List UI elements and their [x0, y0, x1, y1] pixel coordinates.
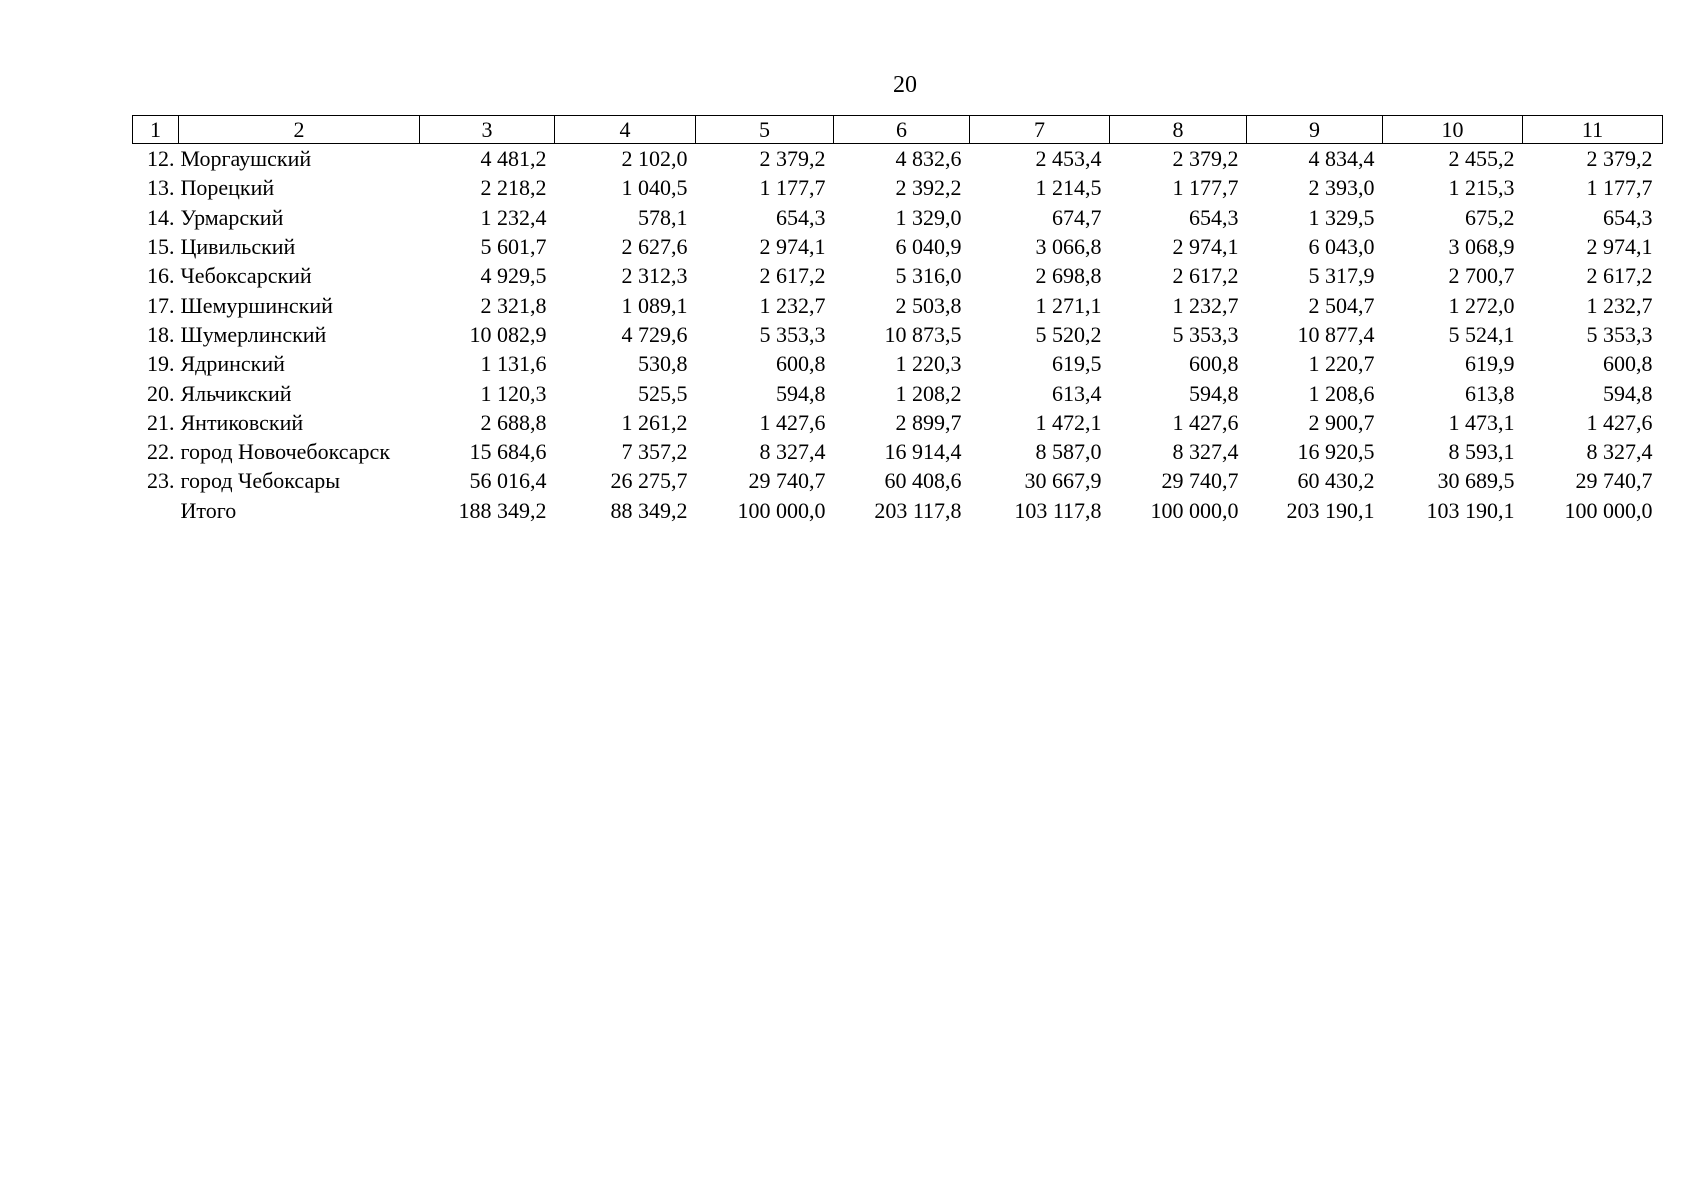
row-number: 22. [147, 439, 175, 465]
row-number: 17. [147, 292, 175, 318]
value-cell: 1 214,5 [1035, 175, 1102, 201]
table-row [133, 378, 1663, 407]
district-name: город Чебоксары [180, 468, 341, 494]
value-cell: 1 215,3 [1448, 175, 1515, 201]
table-body [133, 144, 1663, 525]
value-cell: 1 427,6 [759, 409, 826, 435]
table-row [133, 496, 1663, 525]
value-cell: 1 232,7 [1172, 292, 1239, 318]
value-cell: 530,8 [638, 351, 688, 377]
column-header: 10 [1383, 116, 1523, 144]
value-cell: 619,9 [1465, 351, 1515, 377]
value-cell: 2 504,7 [1308, 292, 1375, 318]
value-cell: 1 220,7 [1308, 351, 1375, 377]
row-number: 13. [147, 175, 175, 201]
column-header: 3 [420, 116, 555, 144]
table-row [133, 466, 1663, 495]
value-cell: 1 220,3 [895, 351, 962, 377]
value-cell: 2 700,7 [1448, 263, 1515, 289]
header-row [133, 116, 1663, 144]
value-cell: 10 873,5 [884, 321, 962, 347]
table-row [133, 144, 1663, 174]
value-cell: 2 617,2 [1172, 263, 1239, 289]
value-cell: 8 587,0 [1035, 439, 1102, 465]
value-cell: 60 408,6 [884, 468, 962, 494]
row-number: 19. [147, 351, 175, 377]
table-row [133, 203, 1663, 232]
table-row [133, 290, 1663, 319]
row-number [133, 496, 179, 525]
district-name: Порецкий [180, 175, 275, 201]
value-cell: 2 392,2 [895, 175, 962, 201]
column-header: 7 [970, 116, 1110, 144]
district-name: Цивильский [180, 234, 296, 260]
value-cell: 2 617,2 [1586, 263, 1653, 289]
row-number: 15. [147, 234, 175, 260]
value-cell: 2 503,8 [895, 292, 962, 318]
value-cell: 5 353,3 [1586, 321, 1653, 347]
value-cell: 30 689,5 [1437, 468, 1515, 494]
value-cell: 2 698,8 [1035, 263, 1102, 289]
row-number: 20. [147, 380, 175, 406]
value-cell: 2 899,7 [895, 409, 962, 435]
column-header: 8 [1110, 116, 1247, 144]
value-cell: 4 481,2 [480, 146, 547, 172]
value-cell: 619,5 [1052, 351, 1102, 377]
value-cell: 4 834,4 [1308, 146, 1375, 172]
value-cell: 675,2 [1465, 204, 1515, 230]
value-cell: 29 740,7 [1575, 468, 1653, 494]
column-header: 9 [1247, 116, 1383, 144]
value-cell: 1 040,5 [621, 175, 688, 201]
value-cell: 525,5 [638, 380, 688, 406]
value-cell: 594,8 [1189, 380, 1239, 406]
value-cell: 1 272,0 [1448, 292, 1515, 318]
value-cell: 2 379,2 [1172, 146, 1239, 172]
value-cell: 5 353,3 [1172, 321, 1239, 347]
district-name: Урмарский [180, 204, 284, 230]
value-cell: 600,8 [1189, 351, 1239, 377]
value-cell: 600,8 [1603, 351, 1653, 377]
value-cell: 8 327,4 [1586, 439, 1653, 465]
value-cell: 203 190,1 [1286, 497, 1375, 523]
value-cell: 5 317,9 [1308, 263, 1375, 289]
value-cell: 4 929,5 [480, 263, 547, 289]
value-cell: 2 974,1 [759, 234, 826, 260]
row-number: 23. [147, 468, 175, 494]
page-number: 20 [893, 72, 917, 98]
value-cell: 100 000,0 [1564, 497, 1653, 523]
value-cell: 3 068,9 [1448, 234, 1515, 260]
value-cell: 1 177,7 [759, 175, 826, 201]
value-cell: 188 349,2 [458, 497, 547, 523]
column-header: 6 [834, 116, 970, 144]
table-row [133, 349, 1663, 378]
value-cell: 10 082,9 [469, 321, 547, 347]
value-cell: 29 740,7 [1161, 468, 1239, 494]
value-cell: 2 974,1 [1586, 234, 1653, 260]
value-cell: 88 349,2 [610, 497, 688, 523]
value-cell: 100 000,0 [737, 497, 826, 523]
table-row [133, 261, 1663, 290]
value-cell: 594,8 [776, 380, 826, 406]
value-cell: 1 232,7 [759, 292, 826, 318]
value-cell: 2 321,8 [480, 292, 547, 318]
district-name: Шемуршинский [180, 292, 333, 318]
value-cell: 6 043,0 [1308, 234, 1375, 260]
table-row [133, 320, 1663, 349]
value-cell: 2 455,2 [1448, 146, 1515, 172]
value-cell: 1 473,1 [1448, 409, 1515, 435]
value-cell: 30 667,9 [1024, 468, 1102, 494]
district-name: Моргаушский [180, 146, 312, 172]
value-cell: 5 524,1 [1448, 321, 1515, 347]
value-cell: 1 271,1 [1035, 292, 1102, 318]
value-cell: 5 316,0 [895, 263, 962, 289]
value-cell: 203 117,8 [874, 497, 962, 523]
value-cell: 654,3 [776, 204, 826, 230]
district-name: Чебоксарский [180, 263, 312, 289]
column-header: 11 [1523, 116, 1663, 144]
value-cell: 1 177,7 [1172, 175, 1239, 201]
value-cell: 2 102,0 [621, 146, 688, 172]
district-name: Янтиковский [180, 409, 304, 435]
value-cell: 1 329,5 [1308, 204, 1375, 230]
row-number: 12. [147, 146, 175, 172]
value-cell: 5 520,2 [1035, 321, 1102, 347]
value-cell: 2 688,8 [480, 409, 547, 435]
value-cell: 600,8 [776, 351, 826, 377]
district-name: Яльчикский [180, 380, 292, 406]
district-name: Шумерлинский [180, 321, 327, 347]
value-cell: 1 427,6 [1586, 409, 1653, 435]
column-header: 1 [133, 116, 179, 144]
value-cell: 56 016,4 [469, 468, 547, 494]
value-cell: 10 877,4 [1297, 321, 1375, 347]
value-cell: 1 232,4 [480, 204, 547, 230]
column-header: 2 [179, 116, 420, 144]
column-header: 5 [696, 116, 834, 144]
data-table [132, 115, 1663, 525]
value-cell: 1 472,1 [1035, 409, 1102, 435]
value-cell: 5 353,3 [759, 321, 826, 347]
value-cell: 1 131,6 [480, 351, 547, 377]
value-cell: 16 920,5 [1297, 439, 1375, 465]
value-cell: 8 327,4 [759, 439, 826, 465]
value-cell: 103 190,1 [1426, 497, 1515, 523]
row-number: 18. [147, 321, 175, 347]
value-cell: 1 261,2 [621, 409, 688, 435]
value-cell: 654,3 [1603, 204, 1653, 230]
row-number: 16. [147, 263, 175, 289]
row-number: 14. [147, 204, 175, 230]
value-cell: 1 089,1 [621, 292, 688, 318]
value-cell: 8 327,4 [1172, 439, 1239, 465]
value-cell: 3 066,8 [1035, 234, 1102, 260]
value-cell: 594,8 [1603, 380, 1653, 406]
value-cell: 674,7 [1052, 204, 1102, 230]
district-name: Итого [180, 497, 237, 523]
value-cell: 1 329,0 [895, 204, 962, 230]
table-row [133, 437, 1663, 466]
value-cell: 16 914,4 [884, 439, 962, 465]
value-cell: 26 275,7 [610, 468, 688, 494]
value-cell: 4 729,6 [621, 321, 688, 347]
value-cell: 2 453,4 [1035, 146, 1102, 172]
value-cell: 1 232,7 [1586, 292, 1653, 318]
value-cell: 6 040,9 [895, 234, 962, 260]
table-row [133, 408, 1663, 437]
value-cell: 2 627,6 [621, 234, 688, 260]
value-cell: 100 000,0 [1150, 497, 1239, 523]
value-cell: 103 117,8 [1014, 497, 1102, 523]
row-number: 21. [147, 409, 175, 435]
value-cell: 2 312,3 [621, 263, 688, 289]
value-cell: 2 379,2 [759, 146, 826, 172]
value-cell: 1 177,7 [1586, 175, 1653, 201]
value-cell: 2 393,0 [1308, 175, 1375, 201]
value-cell: 15 684,6 [469, 439, 547, 465]
value-cell: 2 900,7 [1308, 409, 1375, 435]
value-cell: 1 120,3 [480, 380, 547, 406]
value-cell: 8 593,1 [1448, 439, 1515, 465]
value-cell: 2 974,1 [1172, 234, 1239, 260]
table-header [133, 116, 1663, 144]
table-row [133, 173, 1663, 202]
value-cell: 613,4 [1052, 380, 1102, 406]
value-cell: 60 430,2 [1297, 468, 1375, 494]
value-cell: 29 740,7 [748, 468, 826, 494]
district-name: город Новочебоксарск [180, 439, 391, 465]
value-cell: 4 832,6 [895, 146, 962, 172]
column-header: 4 [555, 116, 696, 144]
value-cell: 654,3 [1189, 204, 1239, 230]
value-cell: 1 427,6 [1172, 409, 1239, 435]
table-row [133, 232, 1663, 261]
value-cell: 2 218,2 [480, 175, 547, 201]
value-cell: 2 617,2 [759, 263, 826, 289]
value-cell: 2 379,2 [1586, 146, 1653, 172]
value-cell: 613,8 [1465, 380, 1515, 406]
value-cell: 5 601,7 [480, 234, 547, 260]
value-cell: 578,1 [638, 204, 688, 230]
value-cell: 1 208,2 [895, 380, 962, 406]
district-name: Ядринский [180, 351, 285, 377]
value-cell: 1 208,6 [1308, 380, 1375, 406]
value-cell: 7 357,2 [621, 439, 688, 465]
